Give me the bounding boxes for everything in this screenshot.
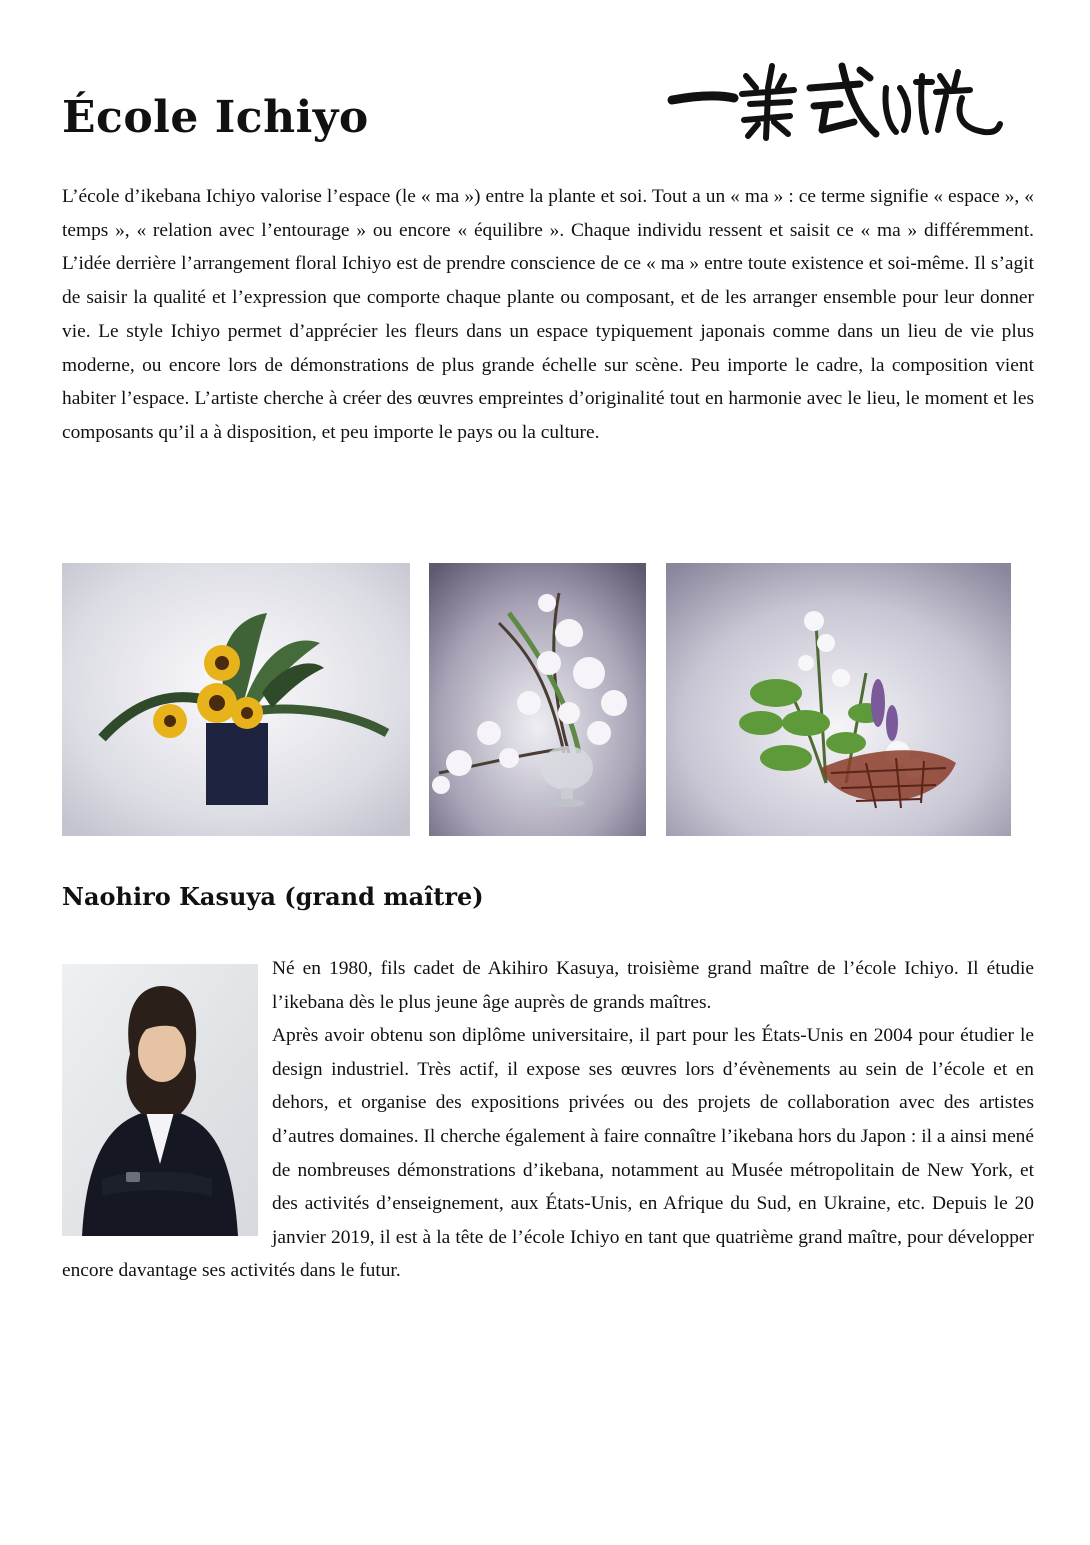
- intro-paragraph: L’école d’ikebana Ichiyo valorise l’espace (le « ma ») entre la plante et soi. Tout a un « ma » : ce terme signifie « espace », « temps », « relation avec l’entourage » ou encore « équilibre ». Chaque individu ressent et saisit ce « ma » différemment. L’idée derrière l’arrangement floral Ichiyo est de prendre conscience de ce « ma » entre toute existence et soi-même. Il s’agit de saisir la qualité et l’expression que comporte chaque plante ou composant, et de les arranger ensemble pour leur donner vie. Le style Ichiyo permet d’apprécier les fleurs dans un espace typiquement japonais comme dans un lieu de vie plus moderne, ou encore lors de démonstrations de plus grande échelle sur scène. Peu importe le cadre, la composition vient habiter l’espace. L’artiste cherche à créer des œuvres empreintes d’originalité tout en harmonie avec le lieu, le moment et les composants qu’il a à disposition, et peu importe le pays ou la culture.: [62, 186, 1034, 443]
- basket-arrangement-photo: [666, 563, 1011, 836]
- sunflower-arrangement-photo: [62, 563, 410, 836]
- calligraphy-logo-icon: [664, 58, 1004, 142]
- bio-paragraph-1: Né en 1980, fils cadet de Akihiro Kasuya, troisième grand maître de l’école Ichiyo. Il étudie l’ikebana dès le plus jeune âge auprès de grands maîtres.: [272, 958, 1034, 1013]
- portrait-spacer: [62, 952, 272, 1242]
- profile-bio: [62, 952, 1034, 1288]
- bio-paragraph-2: Après avoir obtenu son diplôme universitaire, il part pour les États-Unis en 2004 pour étudier le design industriel. Très actif, il expose ses œuvres lors d’évènements au sein de l’école et en dehors, et organise des expositions privées ou des projets de collaboration avec des artistes d’autres domaines. Il cherche également à faire connaître l’ikebana hors du Japon : il a ainsi mené de nombreuses démonstrations d’ikebana, notamment au Musée métropolitain de New York, et des activités d’enseignement, aux États-Unis, en Afrique du Sud, en Ukraine, etc. Depuis le 20 janvier 2019, il est à la tête de l’école Ichiyo en tant que quatrième grand maître, pour développer encore davantage ses activités dans le futur.: [62, 1025, 1034, 1282]
- cherry-blossom-arrangement-photo: [429, 563, 646, 836]
- profile-heading: Naohiro Kasuya (grand maître): [62, 882, 484, 911]
- page-title: École Ichiyo: [62, 92, 369, 143]
